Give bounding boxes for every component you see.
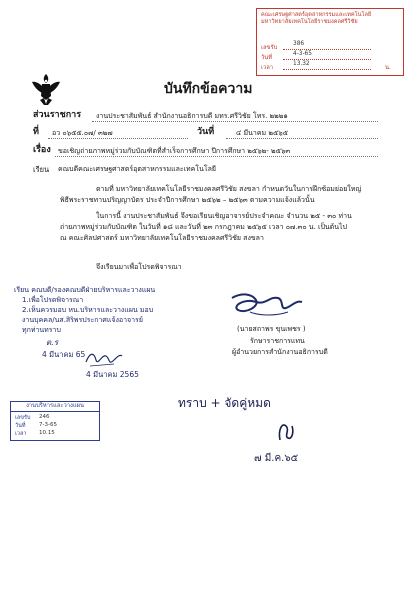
planning-date-value: 7-3-65 xyxy=(39,422,57,428)
subject-value: ขอเชิญถ่ายภาพหมู่ร่วมกับบัณฑิตที่สำเร็จการศึกษา ปีการศึกษา ๒๕๖๒- ๒๕๖๓ xyxy=(58,147,291,155)
ref-value: อว ๐๖๕๕.๐๗/ ๓๒๗ xyxy=(52,129,113,137)
agency-label: ส่วนราชการ xyxy=(33,110,82,120)
note-line-5: ทุกท่านทราบ xyxy=(22,326,61,334)
note-date: 4 มีนาคม 65 xyxy=(42,350,86,359)
planning-time-value: 10.15 xyxy=(39,430,55,436)
planning-stamp xyxy=(10,401,100,441)
handwritten-order: ทราบ + จัดคู่หมด xyxy=(178,396,271,410)
closing-line: จึงเรียนมาเพื่อโปรดพิจารณา xyxy=(96,263,182,271)
date-label: วันที่ xyxy=(197,127,215,137)
signer-name: (นายสถาพร ขุนเพชร ) xyxy=(237,325,306,333)
receipt-stamp xyxy=(256,8,404,76)
ref-label: ที่ xyxy=(33,127,39,137)
to-label: เรียน xyxy=(33,165,50,174)
receipt-no-label: เลขรับ xyxy=(261,45,278,51)
agency-value: งานประชาสัมพันธ์ สำนักงานอธิการบดี มทร.ศรีวิชัย โทร. ๒๒๒๑ xyxy=(96,112,288,120)
receipt-stamp-header: คณะเศรษฐศาสตร์อุตสาหกรรมและเทคโนโลยี มหาวิทยาลัยเทคโนโลยีราชมงคลศรีวิชัย xyxy=(261,12,372,25)
receipt-date-label: วันที่ xyxy=(261,55,273,61)
signer-position-2: ผู้อำนวยการสำนักงานอธิการบดี xyxy=(232,348,328,356)
second-date: 4 มีนาคม 2565 xyxy=(86,370,139,379)
dean-signature xyxy=(276,420,296,444)
planning-stamp-header: งานบริหารและวางแผน xyxy=(11,402,99,412)
note-line-3: 2.เห็นควรมอบ หน.บริหารและวางแผน มอบ xyxy=(22,306,154,314)
handwritten-initial-signature xyxy=(84,348,124,370)
para2-line2: ถ่ายภาพหมู่ร่วมกับบัณฑิต ในวันที่ ๑๘ และวันที่ ๒๓ กรกฎาคม ๒๕๖๕ เวลา ๐๗.๓๐ น. เป็นต้นไป xyxy=(60,223,347,231)
receipt-time-label: เวลา xyxy=(261,65,274,71)
para1-line1: ตามที่ มหาวิทยาลัยเทคโนโลยีราชมงคลศรีวิชัย สงขลา กำหนดวันในการฝึกซ้อมย่อยใหญ่ xyxy=(96,185,362,193)
planning-no-label: เลขรับ xyxy=(15,415,31,421)
date-value: ๔ มีนาคม ๒๕๖๕ xyxy=(236,129,289,137)
to-value: คณบดีคณะเศรษฐศาสตร์อุตสาหกรรมและเทคโนโลยี xyxy=(58,165,217,173)
director-signature xyxy=(226,290,306,320)
note-line-1: เรียน คณบดี/รองคณบดีฝ่ายบริหารและวางแผน xyxy=(14,286,156,294)
para2-line3: ณ คณะศิลปศาสตร์ มหาวิทยาลัยเทคโนโลยีราชมงคลศรีวิชัย สงขลา xyxy=(60,234,264,242)
note-line-2: 1.เพื่อโปรดพิจารณา xyxy=(22,296,84,304)
receipt-time-value: 13.32 xyxy=(293,61,310,67)
planning-time-label: เวลา xyxy=(15,431,27,437)
note-line-4: งานบุคคล/นส.สิริพรประกาศแจ้งอาจารย์ xyxy=(22,316,143,324)
para2-line1: ในการนี้ งานประชาสัมพันธ์ จึงขอเรียนเชิญอาจารย์ประจำคณะ จำนวน ๒๕ - ๓๐ ท่าน xyxy=(96,212,352,220)
planning-date-label: วันที่ xyxy=(15,423,26,429)
receipt-date-value: 4-3-65 xyxy=(293,51,312,57)
receipt-no-value: 386 xyxy=(293,41,305,47)
garuda-emblem-icon xyxy=(30,72,62,106)
signer-position-1: รักษาราชการแทน xyxy=(250,337,305,345)
memo-title: บันทึกข้อความ xyxy=(164,81,253,97)
note-initial: ต.ร xyxy=(46,338,59,347)
subject-label: เรื่อง xyxy=(33,145,51,155)
para1-line2: พิธีพระราชทานปริญญาบัตร ประจำปีการศึกษา ๒๕๖๒ – ๒๕๖๓ ตามความแจ้งแล้วนั้น xyxy=(60,196,315,204)
order-date: ๗ มี.ค.๖๕ xyxy=(254,453,299,464)
receipt-corner-mark: น. xyxy=(385,65,391,71)
planning-no-value: 246 xyxy=(39,414,50,420)
